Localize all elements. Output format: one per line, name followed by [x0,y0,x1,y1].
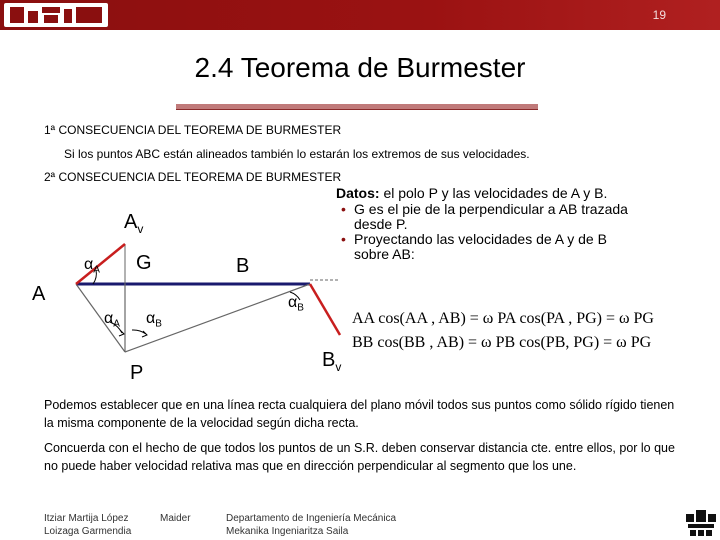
label-p: P [130,362,144,384]
consecuencia1-text: Si los puntos ABC están alineados también lo estarán los extremos de sus velocidades. [64,147,530,161]
label-a: A [32,283,46,305]
label-alpha-a-top: $\alpha_A$ [84,256,100,276]
label-g: G [136,252,152,274]
paragraph-2: Concuerda con el hecho de que todos los puntos de un S.R. deben conservar distancia cte. entre ellos, por lo que no puede haber velocidad relativa mas que en dirección perpendicular al segmento que los une. [44,441,675,473]
formula-line-1: AA cos(AA , AB) = ω PA cos(PA , PG) = ω PG [352,310,654,327]
datos-heading: Datos: [336,185,380,201]
label-alpha-b-right: $\alpha_B$ [288,294,304,314]
formula-line-2: BB cos(BB , AB) = ω PB cos(PB, PG) = ω PG [352,334,652,351]
label-alpha-a: $\alpha_A$ [104,310,120,330]
label-av: $A_v$ [124,211,144,236]
datos-bullet-2: • Proyectando las velocidades de A y de B sobre AB: [354,232,696,262]
consecuencia1-heading: 1ª CONSECUENCIA DEL TEOREMA DE BURMESTER [44,123,342,137]
footer-name2: Maider [160,513,191,524]
page-title: 2.4 Teorema de Burmester [194,52,526,83]
footer-department: Departamento de Ingeniería Mecánica Mekanika Ingeniaritza Saila [226,513,397,537]
label-alpha-b: $\alpha_B$ [146,310,162,330]
datos-intro: el polo P y las velocidades de A y B. [379,185,608,201]
consecuencia2-heading: 2ª CONSECUENCIA DEL TEOREMA DE BURMESTER [44,170,342,184]
page-number: 19 [652,8,666,22]
label-bv: $B_v$ [322,349,342,374]
university-emblem-icon [684,504,718,538]
datos-bullet-1: • G es el pie de la perpendicular a AB trazada desde P. [354,202,696,232]
paragraph-1: Podemos establecer que en una línea recta cualquiera del plano móvil todos sus puntos como sólido rígido tienen la misma componente de la velocidad según dicha recta. [44,398,675,430]
velocity-b [310,284,340,335]
footer-authors: Itziar Martija López Loizaga Garmendia [44,513,132,537]
label-b: B [236,255,250,277]
